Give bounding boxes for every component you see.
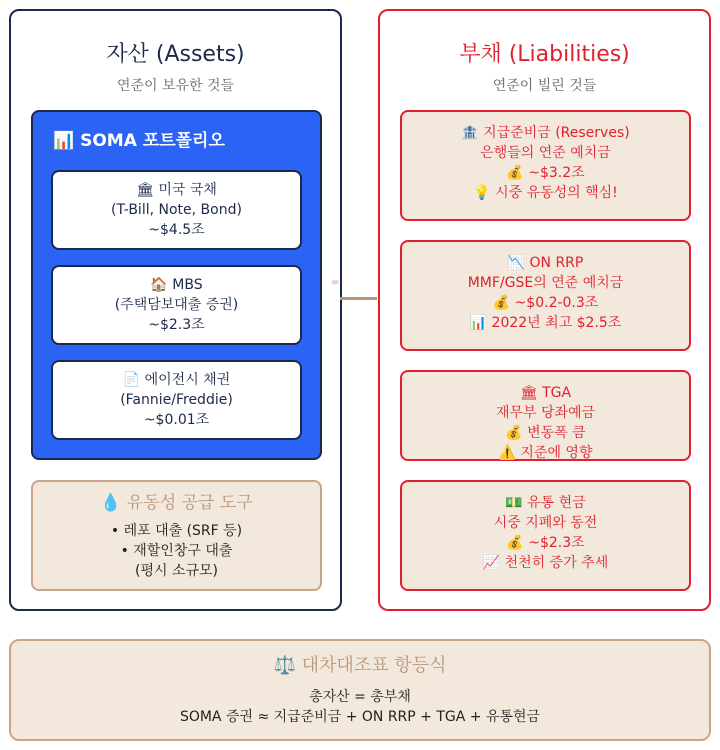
identity-detail-line: SOMA 증권 ≈ 지급준비금 + ON RRP + TGA + 유통현금 xyxy=(179,709,541,725)
liquidity-tools-title: 💧 유동성 공급 도구 xyxy=(100,493,253,513)
treasury-amount: ~$4.5조 xyxy=(148,222,205,238)
treasury-types: (T-Bill, Note, Bond) xyxy=(111,202,242,218)
assets-title: 자산 (Assets) xyxy=(106,42,245,67)
tool-note: (평시 소규모) xyxy=(135,563,218,579)
balance-identity-box xyxy=(9,639,711,741)
soma-title: 📊 SOMA 포트폴리오 xyxy=(53,131,225,151)
assets-subtitle: 연준이 보유한 것들 xyxy=(116,78,235,94)
agency-desc: (Fannie/Freddie) xyxy=(120,392,233,408)
identity-line: 총자산 = 총부채 xyxy=(309,689,411,705)
treasury-label: 🏛 미국 국채 xyxy=(136,182,217,198)
connector-label: = xyxy=(331,277,340,288)
mbs-label: 🏠 MBS xyxy=(150,277,203,293)
tga-amount: 💰 변동폭 큼 xyxy=(505,425,586,441)
on-rrp-desc: MMF/GSE의 연준 예치금 xyxy=(467,275,624,291)
agency-label: 📄 에이전시 채권 xyxy=(122,372,231,388)
liabilities-panel xyxy=(378,9,711,611)
liabilities-subtitle: 연준이 빌린 것들 xyxy=(492,78,597,94)
on-rrp-note: 📊 2022년 최고 $2.5조 xyxy=(469,315,622,331)
assets-panel xyxy=(9,9,342,611)
agency-amount: ~$0.01조 xyxy=(143,412,210,428)
tga-label: 🏛 TGA xyxy=(519,385,572,401)
tga-box xyxy=(400,370,691,461)
repo-loan-item: • 레포 대출 (SRF 등) xyxy=(110,523,243,539)
tga-desc: 재무부 당좌예금 xyxy=(495,405,596,421)
on-rrp-amount: 💰 ~$0.2-0.3조 xyxy=(492,295,599,311)
mbs-amount: ~$2.3조 xyxy=(148,317,205,333)
treasury-box xyxy=(51,170,302,250)
tga-note: ⚠️ 지준에 영향 xyxy=(498,445,593,461)
reserves-label: 🏦 지급준비금 (Reserves) xyxy=(461,125,630,141)
assets-liabilities-connector xyxy=(340,297,377,300)
liquidity-tools-box xyxy=(31,480,322,591)
mbs-desc: (주택담보대출 증권) xyxy=(114,297,239,313)
currency-desc: 시중 지폐와 동전 xyxy=(493,515,598,531)
reserves-note: 💡 시중 유동성의 핵심! xyxy=(473,185,618,201)
soma-portfolio-box xyxy=(31,110,322,460)
currency-note: 📈 천천히 증가 추세 xyxy=(482,555,609,571)
agency-box xyxy=(51,360,302,440)
liabilities-title: 부채 (Liabilities) xyxy=(459,42,630,67)
reserves-desc: 은행들의 연준 예치금 xyxy=(480,145,611,161)
reserves-box xyxy=(400,110,691,221)
currency-amount: 💰 ~$2.3조 xyxy=(506,535,585,551)
reserves-amount: 💰 ~$3.2조 xyxy=(506,165,585,181)
balance-identity-title: ⚖️ 대차대조표 항등식 xyxy=(273,655,447,676)
currency-label: 💵 유통 현금 xyxy=(505,495,586,511)
discount-window-item: • 재할인창구 대출 xyxy=(120,543,233,559)
on-rrp-label: 📉 ON RRP xyxy=(507,255,584,271)
currency-box xyxy=(400,480,691,591)
mbs-box xyxy=(51,265,302,345)
on-rrp-box xyxy=(400,240,691,351)
